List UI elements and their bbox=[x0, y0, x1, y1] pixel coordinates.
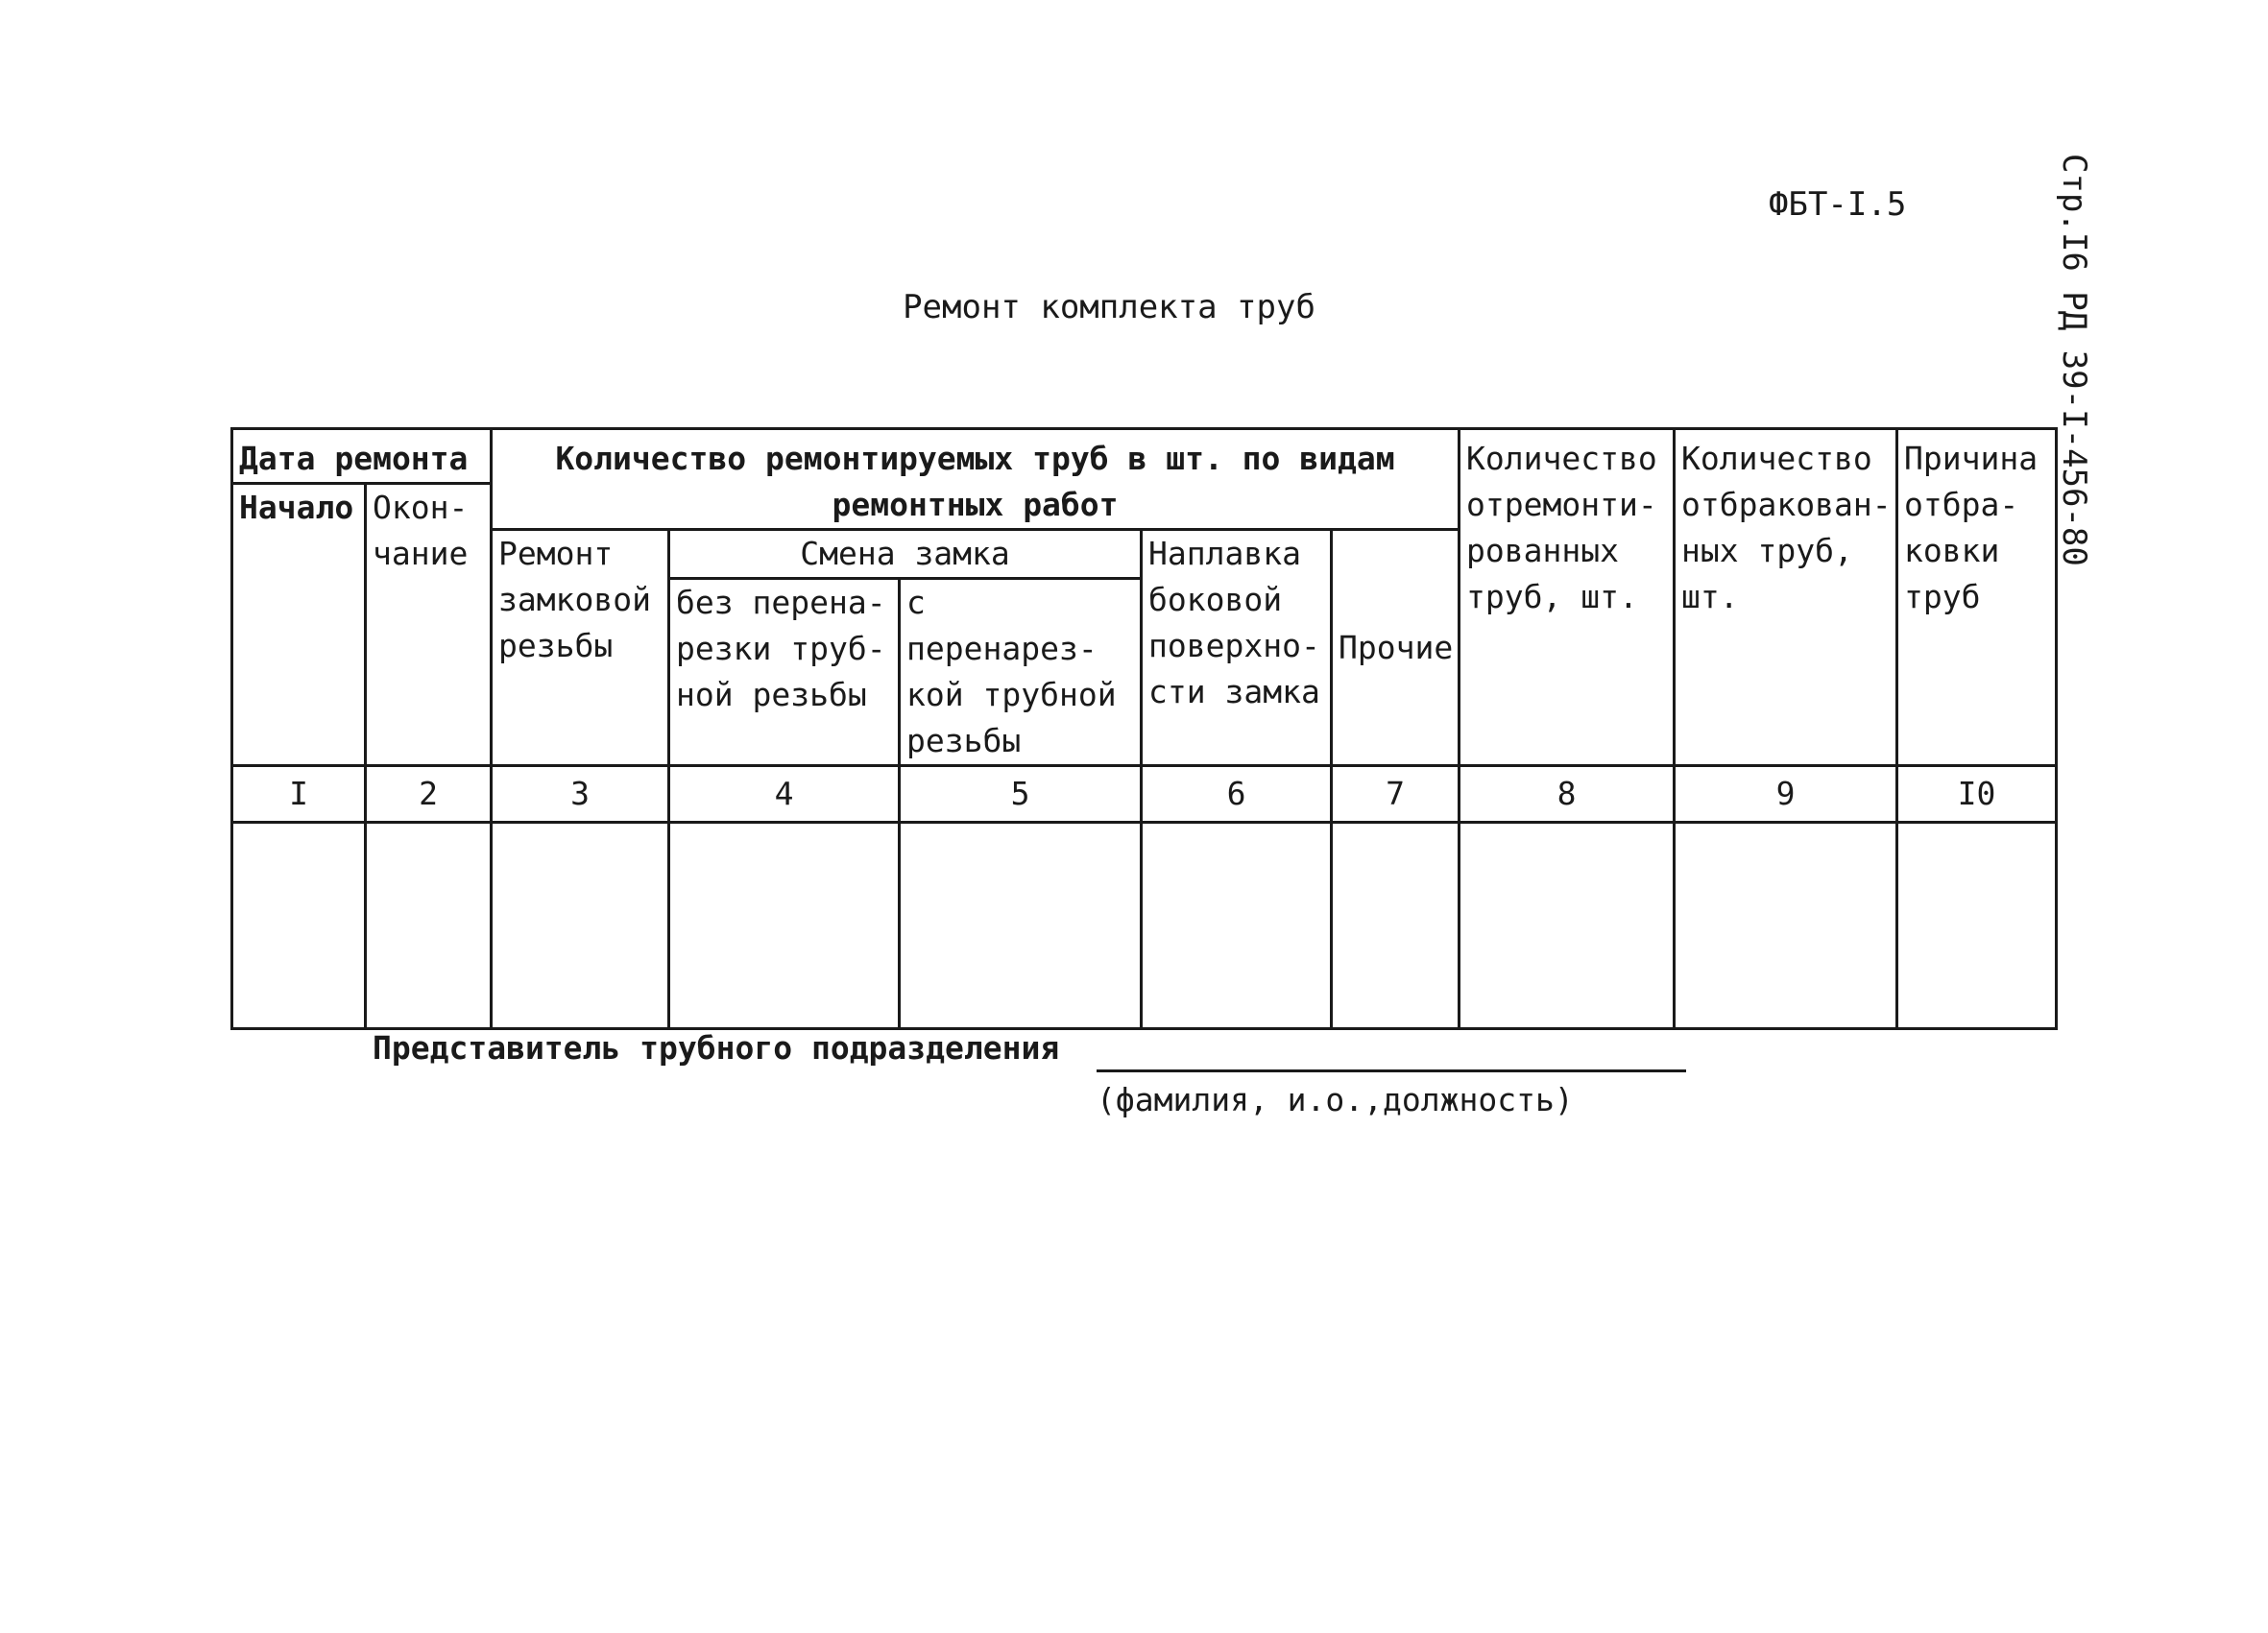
entry-cell bbox=[900, 823, 1142, 1029]
column-number: 5 bbox=[900, 766, 1142, 823]
signature-label: Представитель трубного подразделения bbox=[373, 1029, 1060, 1067]
side-page-reference: Стр.I6 РД 39-I-456-80 bbox=[2055, 154, 2093, 566]
header-without-recut: без перена-резки труб-ной резьбы bbox=[669, 579, 900, 766]
header-rejected-count: Количество отбракован-ных труб, шт. bbox=[1675, 429, 1897, 766]
entry-cell bbox=[669, 823, 900, 1029]
header-surfacing: Наплавка боковой поверхно-сти замка bbox=[1142, 530, 1332, 766]
form-code: ФБТ-I.5 bbox=[1769, 185, 1907, 224]
column-number: 4 bbox=[669, 766, 900, 823]
column-number: 6 bbox=[1142, 766, 1332, 823]
header-thread-repair: Ремонт замковой резьбы bbox=[492, 530, 669, 766]
header-other: Прочие bbox=[1332, 530, 1460, 766]
column-number: 9 bbox=[1675, 766, 1897, 823]
header-qty-by-type: Количество ремонтируемых труб в шт. по видам ремонтных работ bbox=[492, 429, 1460, 530]
page-title: Ремонт комплекта труб bbox=[903, 288, 1315, 326]
entry-cell bbox=[492, 823, 669, 1029]
entry-cell bbox=[1675, 823, 1897, 1029]
repair-table bbox=[230, 427, 2058, 1030]
column-number-row bbox=[232, 766, 2057, 823]
entry-row bbox=[232, 823, 2057, 1029]
entry-cell bbox=[1332, 823, 1460, 1029]
column-number: 2 bbox=[366, 766, 492, 823]
entry-cell bbox=[232, 823, 366, 1029]
entry-cell bbox=[1142, 823, 1332, 1029]
header-repaired-count: Количество отремонти-рованных труб, шт. bbox=[1460, 429, 1675, 766]
signature-hint: (фамилия, и.о.,должность) bbox=[1097, 1081, 1574, 1118]
header-end: Окон-чание bbox=[366, 484, 492, 766]
column-number: 3 bbox=[492, 766, 669, 823]
header-lock-change: Смена замка bbox=[669, 530, 1142, 579]
header-start: Начало bbox=[232, 484, 366, 766]
column-number: 8 bbox=[1460, 766, 1675, 823]
column-number: 7 bbox=[1332, 766, 1460, 823]
header-with-recut: с перенарез-кой трубной резьбы bbox=[900, 579, 1142, 766]
entry-cell bbox=[1460, 823, 1675, 1029]
entry-cell bbox=[1897, 823, 2057, 1029]
header-repair-date: Дата ремонта bbox=[232, 429, 492, 484]
signature-line bbox=[1097, 1069, 1686, 1072]
entry-cell bbox=[366, 823, 492, 1029]
header-reject-reason: Причина отбра-ковки труб bbox=[1897, 429, 2057, 766]
column-number: I bbox=[232, 766, 366, 823]
column-number: I0 bbox=[1897, 766, 2057, 823]
